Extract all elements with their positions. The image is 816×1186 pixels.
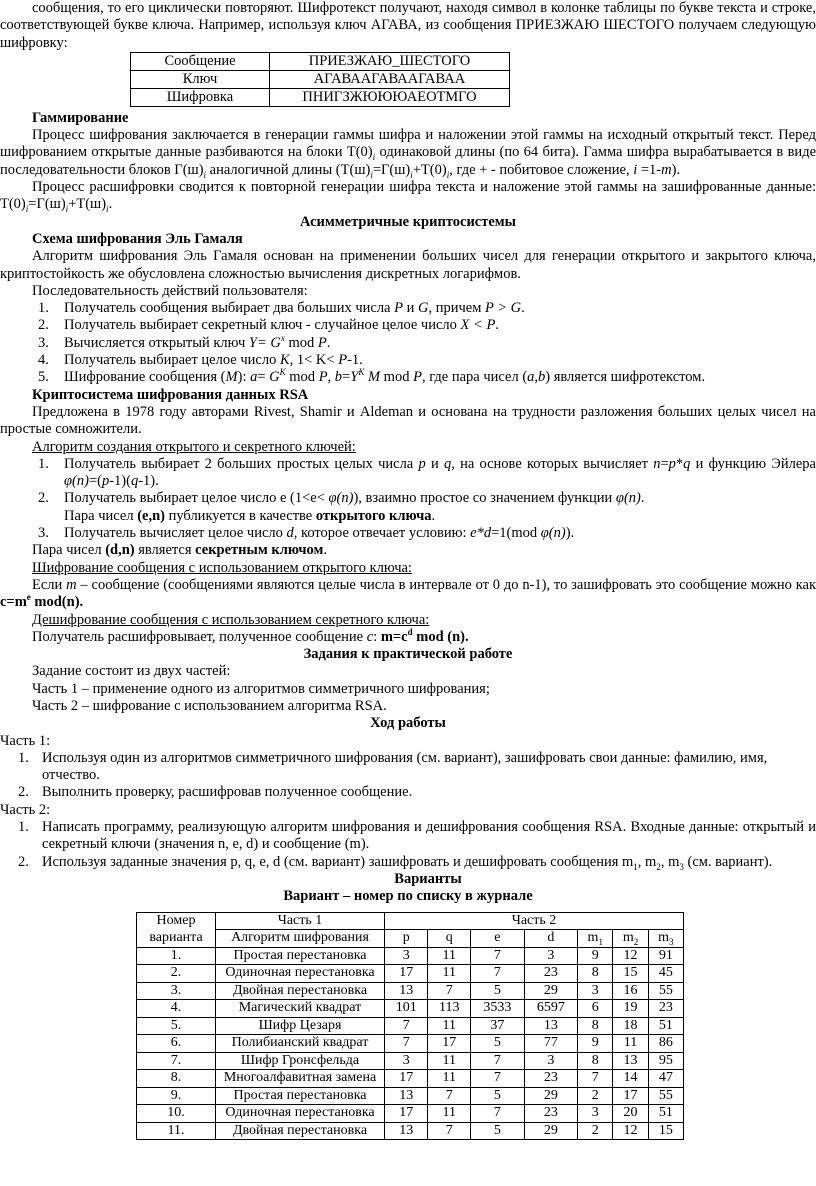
cell-m3: 86 (648, 1035, 683, 1053)
list-item: 2. Получатель выбирает целое число e (1<e< φ(n)), взаимно простое со значением функции φ(n). (38, 490, 645, 507)
cell-e: 7 (471, 947, 525, 965)
list-item: 4. Получатель выбирает целое число K, 1< K< P-1. (38, 352, 363, 369)
cell-e: 7 (471, 1105, 525, 1123)
cell-alg: Шифр Гронсфельда (216, 1052, 385, 1070)
rsa-encrypt-paragraph: Если m – сообщение (сообщениями являются целые числа в интервале от 0 до n-1), то зашифровать это сообщение можно как $c=m^e$ mod(n). (0, 576, 816, 611)
cell-n: 11. (137, 1122, 216, 1140)
part2-label: Часть 2: (0, 801, 51, 818)
cell-q: 7 (428, 982, 471, 1000)
vigenere-example-table (130, 52, 510, 107)
rsa-keys-heading: Алгоритм создания открытого и секретного ключей: (32, 438, 356, 455)
table-row (137, 1017, 684, 1035)
progress-heading: Ход работы (370, 715, 446, 732)
header-part1: Часть 1 (216, 912, 385, 930)
table-row (137, 1105, 684, 1123)
elgamal-sequence-label: Последовательность действий пользователя: (32, 282, 308, 299)
cell-m1: 8 (578, 1017, 613, 1035)
cell-q: 7 (428, 1122, 471, 1140)
cell-m1: 7 (578, 1070, 613, 1088)
cell-n: 7. (137, 1052, 216, 1070)
cell-q: 17 (428, 1035, 471, 1053)
cell-d: 29 (524, 1087, 578, 1105)
list-item: 5. Шифрование сообщения (M): $a= G^K$ mod P, $b=Y^K$ M mod P, где пара чисел (a,b) является шифротекстом. (38, 367, 706, 386)
variants-heading: Варианты (394, 870, 462, 887)
cell-e: 5 (471, 1122, 525, 1140)
gamma-paragraph-1: Процесс шифрования заключается в генерации гаммы шифра и наложении этой гаммы на исходный открытый текст. Перед шифрованием открытые данные разбиваются на блоки $Т(0)_i$ одинаковой длины (по 64 бита). Гамма шифра вырабатывается в виде последовательности блоков $Г(ш)_i$ аналогичной длины ($Т(ш)_i=Г(ш)_i+Т(0)_i$, где + - побитовое сложение, i =1-m). (0, 127, 816, 180)
cell-q: 11 (428, 947, 471, 965)
row-label: Ключ (131, 70, 270, 88)
cell-n: 4. (137, 1000, 216, 1018)
tasks-line-1: Задание состоит из двух частей: (32, 663, 231, 680)
list-item: 1. Используя один из алгоритмов симметричного шифрования (см. вариант), зашифровать свои данные: фамилию, имя, отчество. (18, 749, 768, 784)
cell-p: 7 (385, 1017, 428, 1035)
header-part2: Часть 2 (385, 912, 684, 930)
cell-m2: 17 (613, 1087, 648, 1105)
cell-alg: Полибианский квадрат (216, 1035, 385, 1053)
elgamal-steps-list (0, 300, 816, 386)
cell-alg: Простая перестановка (216, 947, 385, 965)
header-m1: $m_1$ (578, 930, 613, 948)
row-value: АГАВААГАВААГАВАА (270, 70, 510, 88)
header-m3: $m_3$ (648, 930, 683, 948)
asym-heading: Асимметричные криптосистемы (299, 213, 516, 230)
list-item: 3. Вычисляется открытый ключ $Y= G^x$ mod P. (38, 332, 331, 351)
cell-m3: 55 (648, 982, 683, 1000)
list-item: 1. Получатель сообщения выбирает два больших числа P и G, причем P > G. (38, 300, 525, 317)
cell-m2: 16 (613, 982, 648, 1000)
cell-n: 3. (137, 982, 216, 1000)
cell-e: 37 (471, 1017, 525, 1035)
cell-alg: Магический квадрат (216, 1000, 385, 1018)
cell-p: 13 (385, 1122, 428, 1140)
header-p: p (385, 930, 428, 948)
cell-d: 23 (524, 965, 578, 983)
cell-m3: 91 (648, 947, 683, 965)
cell-e: 7 (471, 1070, 525, 1088)
table-row (137, 1035, 684, 1053)
table-row (137, 965, 684, 983)
table-row (137, 1052, 684, 1070)
rsa-heading: Криптосистема шифрования данных RSA (32, 386, 309, 403)
cell-q: 11 (428, 1017, 471, 1035)
intro-paragraph: сообщения, то его циклически повторяют. Шифротекст получают, находя символ в колонке таблицы по букве текста и строке, соответствующей букве ключа. Например, используя ключ АГАВА, из сообщения ПРИЕЗЖАЮ ШЕСТОГО получаем следующую шифровку: (0, 0, 816, 51)
cell-e: 5 (471, 1087, 525, 1105)
rsa-open-key-pair: Пара чисел (e,n) публикуется в качестве открытого ключа. (64, 507, 436, 524)
table-row (137, 1070, 684, 1088)
cell-m2: 13 (613, 1052, 648, 1070)
tasks-line-3: Часть 2 – шифрование с использованием алгоритма RSA. (32, 697, 387, 714)
cell-m3: 51 (648, 1105, 683, 1123)
cell-m3: 15 (648, 1122, 683, 1140)
cell-n: 5. (137, 1017, 216, 1035)
cell-m3: 47 (648, 1070, 683, 1088)
part1-label: Часть 1: (0, 732, 51, 749)
gamma-heading: Гаммирование (32, 109, 129, 126)
table-row (131, 52, 510, 70)
cell-alg: Шифр Цезаря (216, 1017, 385, 1035)
table-row (137, 1000, 684, 1018)
cell-m3: 45 (648, 965, 683, 983)
cell-m2: 19 (613, 1000, 648, 1018)
table-row (137, 947, 684, 965)
row-label: Шифровка (131, 88, 270, 106)
cell-m1: 2 (578, 1087, 613, 1105)
cell-n: 8. (137, 1070, 216, 1088)
cell-e: 7 (471, 965, 525, 983)
cell-e: 5 (471, 1035, 525, 1053)
rsa-keys-list-cont (0, 525, 816, 542)
cell-d: 23 (524, 1105, 578, 1123)
rsa-paragraph: Предложена в 1978 году авторами Rivest, Shamir и Aldeman и основана на трудности разложения больших целых чисел на простые сомножители. (0, 403, 816, 438)
cell-q: 7 (428, 1087, 471, 1105)
header-algorithm: Алгоритм шифрования (216, 930, 385, 948)
table-row (137, 1087, 684, 1105)
part2-list (0, 819, 816, 871)
list-item: 2. Используя заданные значения p, q, e, d (см. вариант) зашифровать и дешифровать сообщения $m_1$, $m_2$, $m_3$ (см. вариант). (18, 853, 773, 872)
list-item: 1. Написать программу, реализующую алгоритм шифрования и дешифрования сообщения RSA. Входные данные: открытый и секретный ключи (значения n, e, d) и сообщение (m). (18, 819, 816, 853)
cell-q: 11 (428, 1105, 471, 1123)
cell-m2: 12 (613, 1122, 648, 1140)
header-variant-number: Номер варианта (137, 912, 216, 947)
variants-table (136, 912, 684, 1141)
cell-m1: 8 (578, 1052, 613, 1070)
cell-d: 3 (524, 1052, 578, 1070)
cell-m1: 9 (578, 947, 613, 965)
cell-m1: 9 (578, 1035, 613, 1053)
cell-q: 113 (428, 1000, 471, 1018)
cell-m3: 23 (648, 1000, 683, 1018)
gamma-paragraph-2: Процесс расшифровки сводится к повторной генерации шифра текста и наложение этой гаммы на зашифрованные данные: $Т(0)_i=Г(ш)_i+Т(ш)_i$. (0, 179, 816, 215)
cell-m2: 14 (613, 1070, 648, 1088)
table-header-row (137, 912, 684, 930)
cell-m2: 18 (613, 1017, 648, 1035)
cell-m1: 8 (578, 965, 613, 983)
row-value: ПРИЕЗЖАЮ_ШЕСТОГО (270, 52, 510, 70)
cell-m1: 2 (578, 1122, 613, 1140)
cell-alg: Многоалфавитная замена (216, 1070, 385, 1088)
table-row (131, 88, 510, 106)
cell-p: 13 (385, 982, 428, 1000)
list-item: 1. Получатель выбирает 2 больших простых целых числа p и q, на основе которых вычисляет n=p*q и функцию Эйлера φ(n)=(p-1)(q-1). (38, 455, 816, 490)
cell-m3: 95 (648, 1052, 683, 1070)
cell-n: 1. (137, 947, 216, 965)
cell-alg: Одиночная перестановка (216, 965, 385, 983)
cell-d: 23 (524, 1070, 578, 1088)
cell-n: 6. (137, 1035, 216, 1053)
row-label: Сообщение (131, 52, 270, 70)
cell-q: 11 (428, 1052, 471, 1070)
cell-e: 3533 (471, 1000, 525, 1018)
cell-p: 3 (385, 947, 428, 965)
cell-p: 17 (385, 1070, 428, 1088)
cell-m2: 11 (613, 1035, 648, 1053)
cell-q: 11 (428, 1070, 471, 1088)
cell-m3: 55 (648, 1087, 683, 1105)
header-d: d (524, 930, 578, 948)
cell-d: 29 (524, 1122, 578, 1140)
header-e: e (471, 930, 525, 948)
cell-p: 7 (385, 1035, 428, 1053)
rsa-encrypt-heading: Шифрование сообщения с использованием открытого ключа: (32, 559, 412, 576)
tasks-heading: Задания к практической работе (303, 646, 513, 663)
cell-m3: 51 (648, 1017, 683, 1035)
cell-p: 13 (385, 1087, 428, 1105)
cell-n: 10. (137, 1105, 216, 1123)
cell-m2: 15 (613, 965, 648, 983)
header-m2: $m_2$ (613, 930, 648, 948)
rsa-decrypt-paragraph: Получатель расшифровывает, полученное сообщение c: $m=c^d$ mod (n). (32, 626, 469, 645)
cell-m2: 12 (613, 947, 648, 965)
cell-d: 6597 (524, 1000, 578, 1018)
table-row (131, 70, 510, 88)
rsa-decrypt-heading: Дешифрование сообщения с использованием секретного ключа: (32, 611, 430, 628)
tasks-line-2: Часть 1 – применение одного из алгоритмов симметричного шифрования; (32, 680, 490, 697)
cell-n: 9. (137, 1087, 216, 1105)
cell-alg: Двойная перестановка (216, 1122, 385, 1140)
rsa-secret-key-pair: Пара чисел (d,n) является секретным ключом. (32, 542, 328, 559)
cell-d: 13 (524, 1017, 578, 1035)
elgamal-paragraph: Алгоритм шифрования Эль Гамаля основан на применении больших чисел для генерации открытого и закрытого ключа, криптостойкость же обусловлена сложностью вычисления дискретных логарифмов. (0, 248, 816, 282)
cell-m2: 20 (613, 1105, 648, 1123)
cell-p: 17 (385, 965, 428, 983)
header-q: q (428, 930, 471, 948)
cell-p: 3 (385, 1052, 428, 1070)
elgamal-heading: Схема шифрования Эль Гамаля (32, 230, 243, 247)
cell-q: 11 (428, 965, 471, 983)
variants-subheading: Вариант – номер по списку в журнале (283, 888, 533, 905)
cell-e: 7 (471, 1052, 525, 1070)
row-value: ПНИГЗЖЮЮЮАЕОТМГО (270, 88, 510, 106)
list-item: 2. Выполнить проверку, расшифровав полученное сообщение. (18, 784, 413, 801)
part1-list (0, 750, 816, 802)
table-row (137, 1122, 684, 1140)
table-header-row (137, 930, 684, 948)
cell-d: 29 (524, 982, 578, 1000)
cell-d: 3 (524, 947, 578, 965)
cell-alg: Двойная перестановка (216, 982, 385, 1000)
cell-alg: Простая перестановка (216, 1087, 385, 1105)
cell-m1: 3 (578, 982, 613, 1000)
cell-n: 2. (137, 965, 216, 983)
list-item: 3. Получатель вычисляет целое число d, которое отвечает условию: e*d=1(mod φ(n)). (38, 525, 575, 542)
cell-p: 17 (385, 1105, 428, 1123)
cell-p: 101 (385, 1000, 428, 1018)
cell-d: 77 (524, 1035, 578, 1053)
table-row (137, 982, 684, 1000)
rsa-keys-list (0, 456, 816, 508)
list-item: 2. Получатель выбирает секретный ключ - случайное целое число X < P. (38, 317, 499, 334)
cell-alg: Одиночная перестановка (216, 1105, 385, 1123)
cell-e: 5 (471, 982, 525, 1000)
cell-m1: 3 (578, 1105, 613, 1123)
cell-m1: 6 (578, 1000, 613, 1018)
